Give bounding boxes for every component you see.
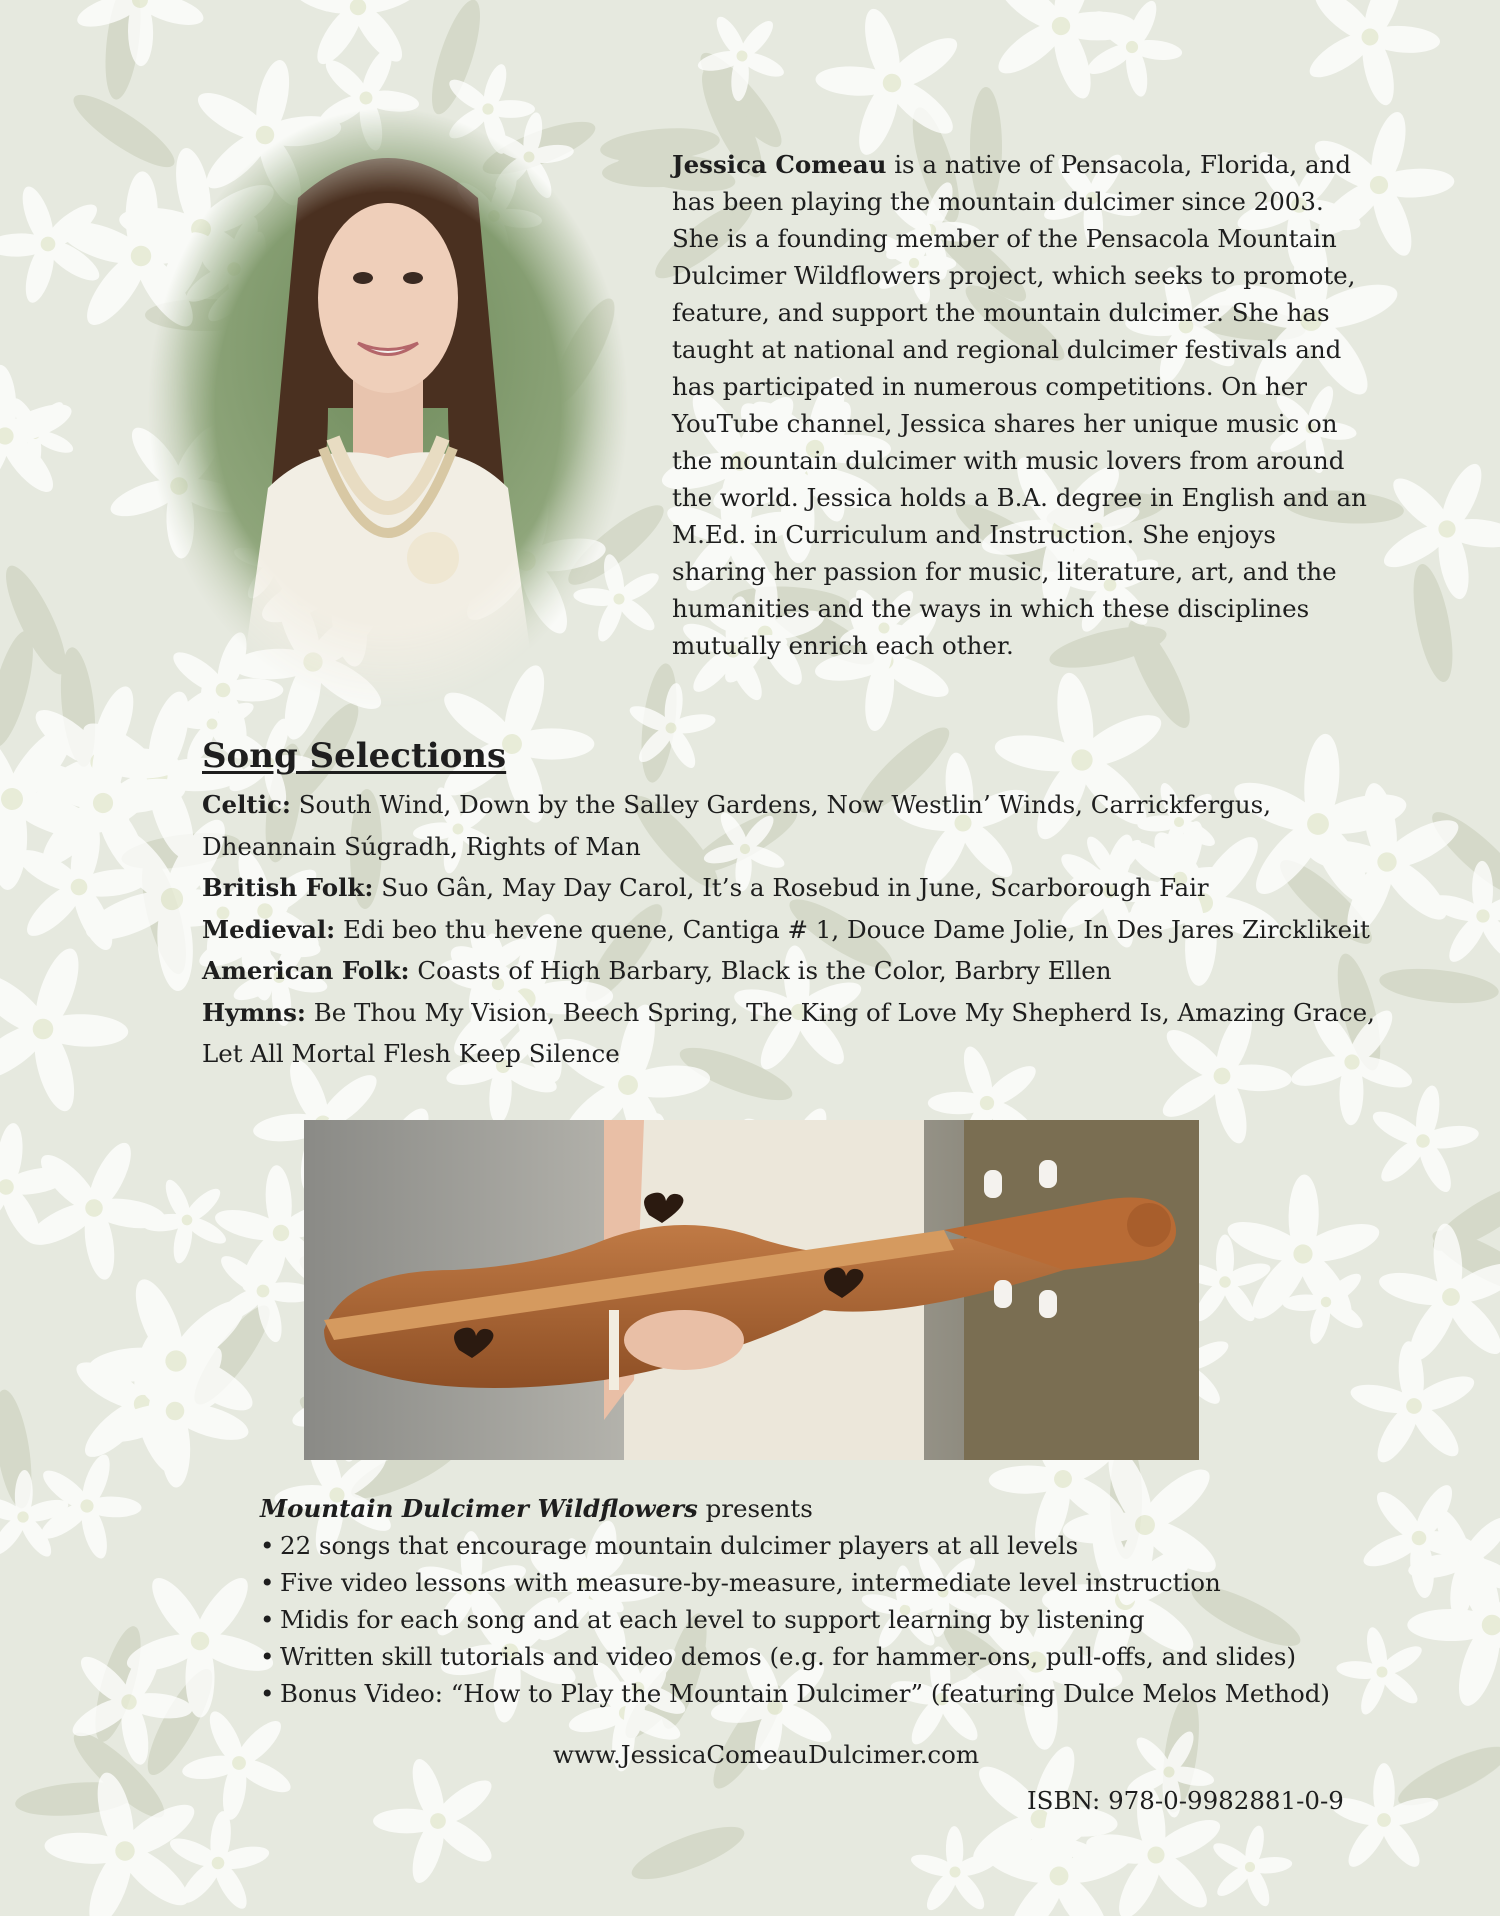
product-features [260, 1490, 1420, 1712]
isbn-number: ISBN: 978-0-9982881-0-9 [1027, 1786, 1344, 1815]
list-item: • 22 songs that encourage mountain dulcimer players at all levels [260, 1527, 1420, 1564]
bullet: • [260, 1679, 275, 1708]
song-selections-heading: Song Selections [202, 736, 507, 776]
bio-line: sharing her passion for music, literature, art, and the [672, 557, 1337, 586]
author-name: Jessica Comeau [672, 150, 887, 179]
list-item: • Written skill tutorials and video demos (e.g. for hammer-ons, pull-offs, and slides) [260, 1638, 1420, 1675]
song-category: American Folk: [202, 956, 410, 985]
list-item: • Five video lessons with measure-by-measure, intermediate level instruction [260, 1564, 1420, 1601]
dulcimer-photo [304, 1120, 1199, 1460]
list-item: • Midis for each song and at each level to support learning by listening [260, 1601, 1420, 1638]
song-category: Celtic: [202, 790, 291, 819]
series-title: Mountain Dulcimer Wildflowers [260, 1494, 698, 1523]
song-titles: Edi beo thu hevene quene, Cantiga # 1, Douce Dame Jolie, In Des Jares Zircklikeit [335, 914, 1370, 944]
song-row [202, 992, 1382, 1034]
song-row [202, 909, 1382, 951]
song-list [202, 784, 1382, 1075]
bullet: • [260, 1531, 275, 1560]
website-url: www.JessicaComeauDulcimer.com [553, 1740, 980, 1769]
bio-line: Dulcimer Wildflowers project, which seeks to promote, [672, 261, 1356, 290]
list-item: • Bonus Video: “How to Play the Mountain Dulcimer” (featuring Dulce Melos Method) [260, 1675, 1420, 1712]
song-titles: Suo Gân, May Day Carol, It’s a Rosebud in June, Scarborough Fair [373, 873, 1209, 902]
song-row [202, 1033, 1382, 1075]
bio-line: M.Ed. in Curriculum and Instruction. She enjoys [672, 520, 1276, 549]
bio-line: taught at national and regional dulcimer festivals and [672, 335, 1342, 364]
song-titles: South Wind, Down by the Salley Gardens, Now Westlin’ Winds, Carrickfergus, [290, 790, 1272, 819]
song-category: Medieval: [202, 914, 336, 944]
song-titles: Let All Mortal Flesh Keep Silence [202, 1039, 620, 1068]
bio-line: feature, and support the mountain dulcimer. She has [672, 298, 1330, 327]
bio-line: She is a founding member of the Pensacola Mountain [672, 224, 1337, 253]
song-row [202, 867, 1382, 909]
bullet: • [260, 1568, 275, 1597]
bullet: • [260, 1642, 275, 1671]
bio-line: has been playing the mountain dulcimer since 2003. [672, 187, 1324, 216]
bio-line: the mountain dulcimer with music lovers from around [672, 446, 1345, 475]
bio-line: humanities and the ways in which these disciplines [672, 594, 1310, 623]
bullet: • [260, 1605, 275, 1634]
song-titles: Coasts of High Barbary, Black is the Color, Barbry Ellen [409, 956, 1112, 985]
feature-list [260, 1527, 1420, 1712]
song-row [202, 950, 1382, 992]
song-titles: Dheannain Súgradh, Rights of Man [202, 831, 641, 861]
song-category: British Folk: [202, 873, 374, 902]
author-bio [672, 146, 1372, 664]
bio-line: YouTube channel, Jessica shares her unique music on [672, 409, 1338, 438]
presents-line: Mountain Dulcimer Wildflowers presents [260, 1494, 813, 1523]
song-row [202, 826, 1382, 868]
song-row [202, 784, 1382, 826]
song-titles: Be Thou My Vision, Beech Spring, The King of Love My Shepherd Is, Amazing Grace, [305, 997, 1375, 1027]
bio-line: has participated in numerous competitions. On her [672, 372, 1307, 401]
bio-line: Jessica Comeau is a native of Pensacola, Florida, and [672, 150, 1352, 179]
author-portrait [148, 108, 628, 708]
bio-line: mutually enrich each other. [672, 631, 1014, 660]
bio-line: the world. Jessica holds a B.A. degree in English and an [672, 483, 1367, 512]
song-category: Hymns: [202, 997, 306, 1027]
